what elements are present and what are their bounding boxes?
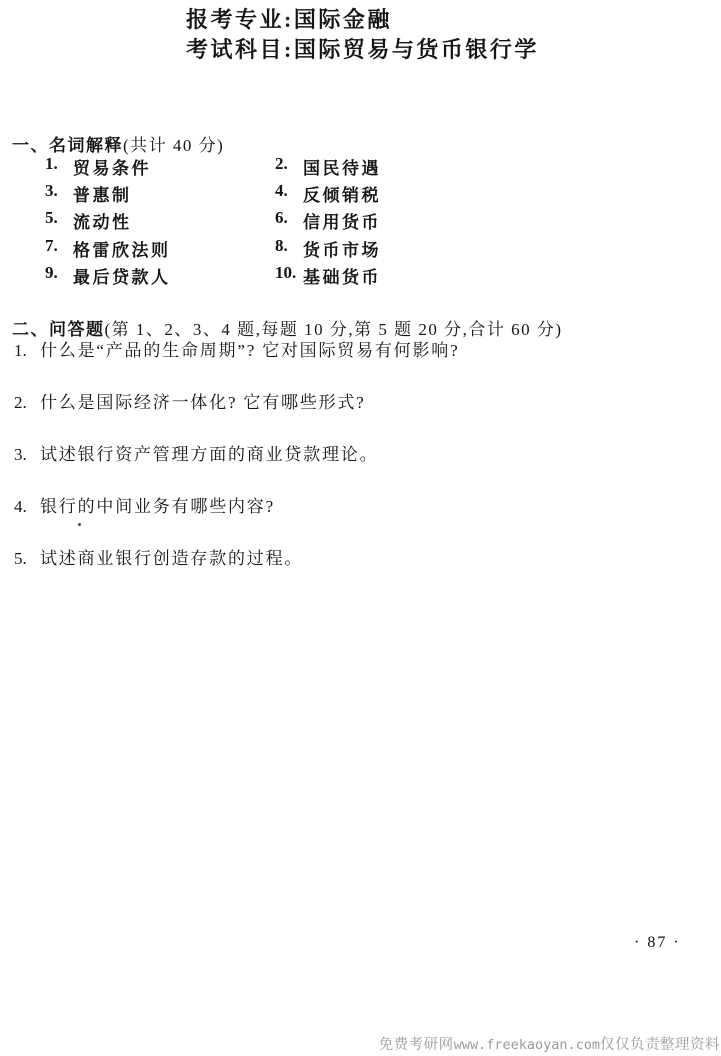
glossary-item bbox=[45, 181, 275, 206]
question-item bbox=[14, 550, 459, 568]
term-label: 反倾销税 bbox=[303, 186, 381, 206]
section-2-heading bbox=[12, 315, 563, 340]
term-label: 基础货币 bbox=[303, 267, 381, 287]
glossary-item bbox=[275, 181, 505, 206]
glossary-row bbox=[45, 236, 605, 263]
watermark-note: 仅仅负责整理资料 bbox=[600, 1037, 720, 1053]
term-label: 货币市场 bbox=[303, 240, 381, 260]
footer-watermark bbox=[379, 1033, 720, 1054]
question-item bbox=[14, 342, 459, 360]
glossary-item bbox=[45, 154, 275, 179]
scan-artifact-dot bbox=[78, 523, 81, 526]
question-list bbox=[14, 342, 459, 568]
watermark-site-name: 免费考研网 bbox=[378, 1037, 454, 1053]
question-text: 什么是“产品的生命周期”? 它对国际贸易有何影响? bbox=[40, 341, 460, 360]
question-text: 什么是国际经济一体化? 它有哪些形式? bbox=[40, 393, 366, 412]
exam-subject-line: 考试科目:国际贸易与货币银行学 bbox=[186, 37, 539, 62]
section-2-score-note: (第 1、2、3、4 题,每题 10 分,第 5 题 20 分,合计 60 分) bbox=[104, 320, 563, 339]
term-label: 信用货币 bbox=[303, 213, 381, 233]
glossary-row bbox=[45, 181, 605, 208]
question-item bbox=[14, 498, 459, 516]
glossary-row bbox=[45, 263, 605, 290]
term-label: 流动性 bbox=[73, 213, 132, 233]
term-label: 最后贷款人 bbox=[73, 267, 171, 287]
question-number: 3. bbox=[14, 445, 27, 464]
glossary-item bbox=[275, 263, 505, 288]
page-number: · 87 · bbox=[634, 934, 681, 951]
glossary-item bbox=[45, 263, 275, 288]
item-number: 1. bbox=[45, 154, 58, 173]
item-number: 10. bbox=[275, 262, 297, 282]
section-2-label: 二、问答题 bbox=[12, 320, 105, 339]
item-number: 6. bbox=[275, 208, 288, 228]
section-1-heading bbox=[12, 131, 224, 156]
item-number: 8. bbox=[275, 235, 288, 255]
exam-title-block bbox=[186, 5, 539, 65]
exam-major-line: 报考专业:国际金融 bbox=[186, 7, 392, 32]
glossary-list bbox=[45, 154, 605, 290]
glossary-item bbox=[275, 236, 505, 261]
question-number: 4. bbox=[14, 497, 27, 516]
item-number: 7. bbox=[45, 235, 58, 255]
glossary-row bbox=[45, 208, 605, 235]
section-1-label: 一、名词解释 bbox=[12, 136, 123, 155]
item-number: 9. bbox=[45, 262, 58, 282]
term-label: 国民待遇 bbox=[303, 159, 381, 178]
question-number: 2. bbox=[14, 393, 27, 412]
item-number: 2. bbox=[275, 154, 288, 173]
term-label: 普惠制 bbox=[73, 186, 132, 206]
glossary-item bbox=[275, 208, 505, 233]
term-label: 贸易条件 bbox=[73, 159, 151, 178]
section-1-score-note: (共计 40 分) bbox=[123, 136, 225, 155]
question-text: 试述商业银行创造存款的过程。 bbox=[40, 549, 304, 568]
watermark-url: www.freekaoyan.com bbox=[453, 1037, 600, 1053]
item-number: 4. bbox=[275, 181, 288, 201]
question-text: 试述银行资产管理方面的商业贷款理论。 bbox=[40, 445, 379, 464]
question-number: 5. bbox=[14, 549, 27, 568]
item-number: 3. bbox=[45, 181, 58, 201]
question-number: 1. bbox=[14, 341, 27, 360]
term-label: 格雷欣法则 bbox=[73, 240, 171, 260]
item-number: 5. bbox=[45, 208, 58, 228]
glossary-item bbox=[45, 208, 275, 233]
question-text: 银行的中间业务有哪些内容? bbox=[40, 497, 275, 516]
question-item bbox=[14, 446, 459, 464]
glossary-row bbox=[45, 154, 605, 181]
glossary-item bbox=[275, 154, 505, 179]
question-item bbox=[14, 394, 459, 412]
glossary-item bbox=[45, 236, 275, 261]
